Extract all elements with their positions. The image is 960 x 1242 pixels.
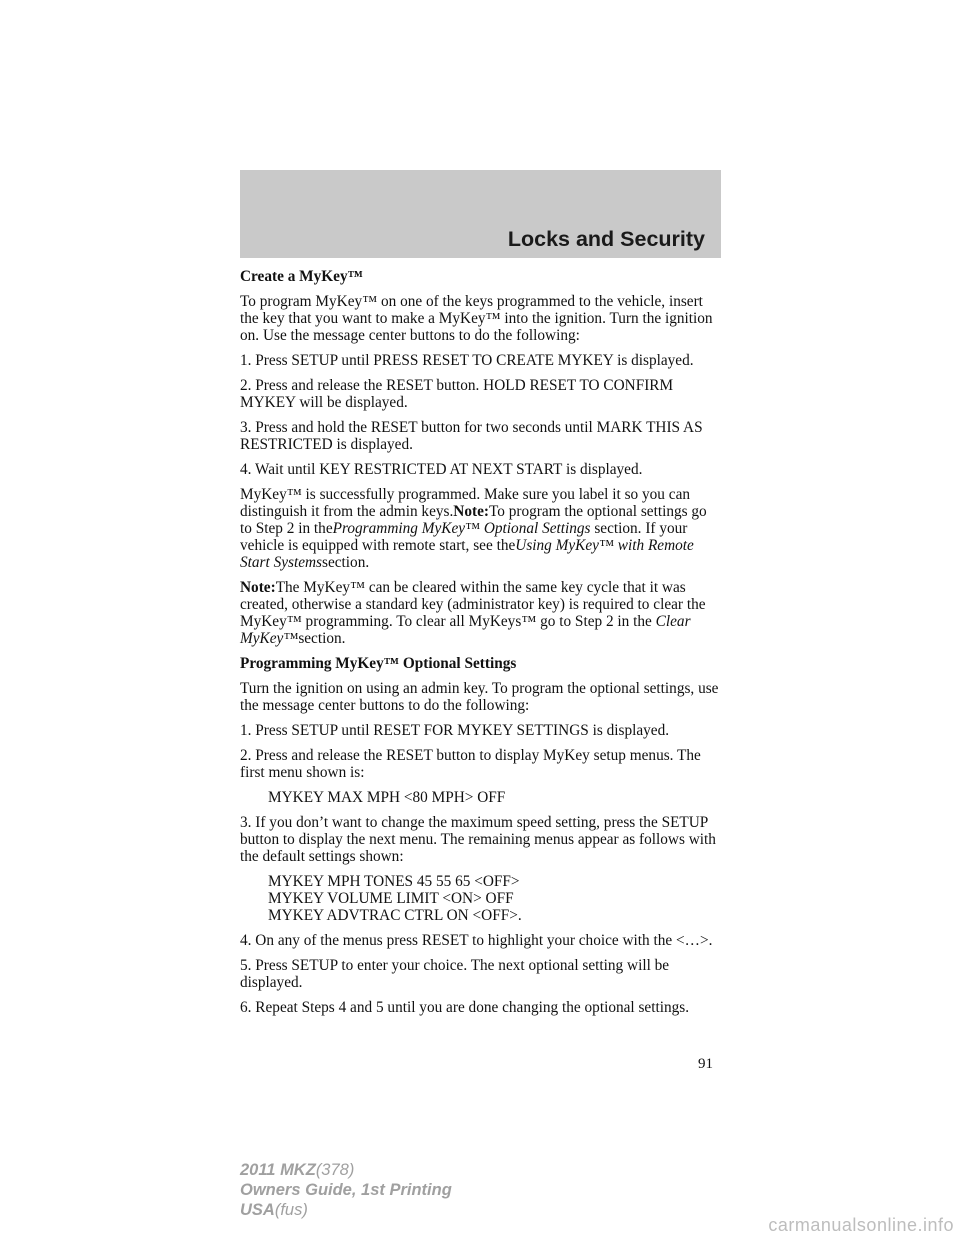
- success-text-4: section.: [322, 554, 370, 571]
- optional-step-6: 6. Repeat Steps 4 and 5 until you are done changing the optional settings.: [240, 999, 690, 1016]
- optional-settings-heading: Programming MyKey™ Optional Settings: [240, 655, 517, 672]
- footer-region: USA: [240, 1201, 275, 1219]
- page-content: [240, 268, 722, 1024]
- menu-item: MYKEY MPH TONES 45 55 65 <OFF>: [268, 873, 520, 890]
- optional-step-4: 4. On any of the menus press RESET to highlight your choice with the <…>.: [240, 932, 713, 949]
- create-step-4: 4. Wait until KEY RESTRICTED AT NEXT START is displayed.: [240, 461, 643, 478]
- first-menu-item: MYKEY MAX MPH <80 MPH> OFF: [268, 789, 506, 806]
- success-text-2: To program the optional settings go to Step 2 in the: [240, 503, 707, 537]
- note2-text-2: section.: [298, 630, 346, 647]
- note2-label: Note:: [240, 579, 276, 596]
- remaining-menus-list: [240, 873, 722, 924]
- create-mykey-heading: Create a MyKey™: [240, 268, 363, 285]
- footer-line-1: [240, 1160, 452, 1180]
- clear-mykey-reference: Clear MyKey™: [240, 613, 691, 647]
- optional-step-3: 3. If you don’t want to change the maximum speed setting, press the SETUP button to display the next menu. The remaining menus appear as follows with the default settings shown:: [240, 814, 716, 865]
- footer-line-2: Owners Guide, 1st Printing: [240, 1181, 452, 1199]
- note-paragraph: [240, 579, 722, 647]
- create-step-1: 1. Press SETUP until PRESS RESET TO CREATE MYKEY is displayed.: [240, 352, 694, 369]
- menu-item: MYKEY VOLUME LIMIT <ON> OFF: [268, 890, 514, 907]
- footer-region-code: (fus): [274, 1201, 308, 1219]
- create-intro-paragraph: To program MyKey™ on one of the keys programmed to the vehicle, insert the key that you want to make a MyKey™ into the ignition. Turn the ignition on. Use the message center buttons to do the following:: [240, 293, 713, 344]
- footer-code: (378): [315, 1161, 355, 1179]
- note-label: Note:: [453, 503, 489, 520]
- footer-line-3: [240, 1200, 452, 1220]
- success-text-1: MyKey™ is successfully programmed. Make sure you label it so you can distinguish it from the admin keys.: [240, 486, 691, 520]
- success-text-3: section. If your vehicle is equipped with remote start, see the: [240, 520, 688, 554]
- section-header-band: [240, 170, 721, 258]
- section-title: Locks and Security: [507, 227, 705, 251]
- create-step-2: 2. Press and release the RESET button. HOLD RESET TO CONFIRM MYKEY will be displayed.: [240, 377, 674, 411]
- optional-intro-paragraph: Turn the ignition on using an admin key. To program the optional settings, use the message center buttons to do the following:: [240, 680, 719, 714]
- footer-model: 2011 MKZ: [240, 1161, 316, 1179]
- success-paragraph: [240, 486, 722, 571]
- document-footer: [240, 1160, 452, 1220]
- menu-item: MYKEY ADVTRAC CTRL ON <OFF>.: [268, 907, 522, 924]
- remote-start-reference: Using MyKey™ with Remote Start Systems: [240, 537, 694, 571]
- note2-text-1: The MyKey™ can be cleared within the same key cycle that it was created, otherwise a standard key (administrator key) is required to clear the MyKey™ programming. To clear all MyKeys™ go to Step 2 in the: [240, 579, 706, 630]
- page-number: 91: [698, 1056, 713, 1072]
- watermark-text: carmanualsonline.info: [768, 1215, 954, 1235]
- optional-step-5: 5. Press SETUP to enter your choice. The next optional setting will be displayed.: [240, 957, 670, 991]
- optional-step-2: 2. Press and release the RESET button to display MyKey setup menus. The first menu shown is:: [240, 747, 701, 781]
- optional-step-1: 1. Press SETUP until RESET FOR MYKEY SETTINGS is displayed.: [240, 722, 670, 739]
- optional-settings-reference: Programming MyKey™ Optional Settings: [332, 520, 591, 537]
- create-step-3: 3. Press and hold the RESET button for two seconds until MARK THIS AS RESTRICTED is displayed.: [240, 419, 703, 453]
